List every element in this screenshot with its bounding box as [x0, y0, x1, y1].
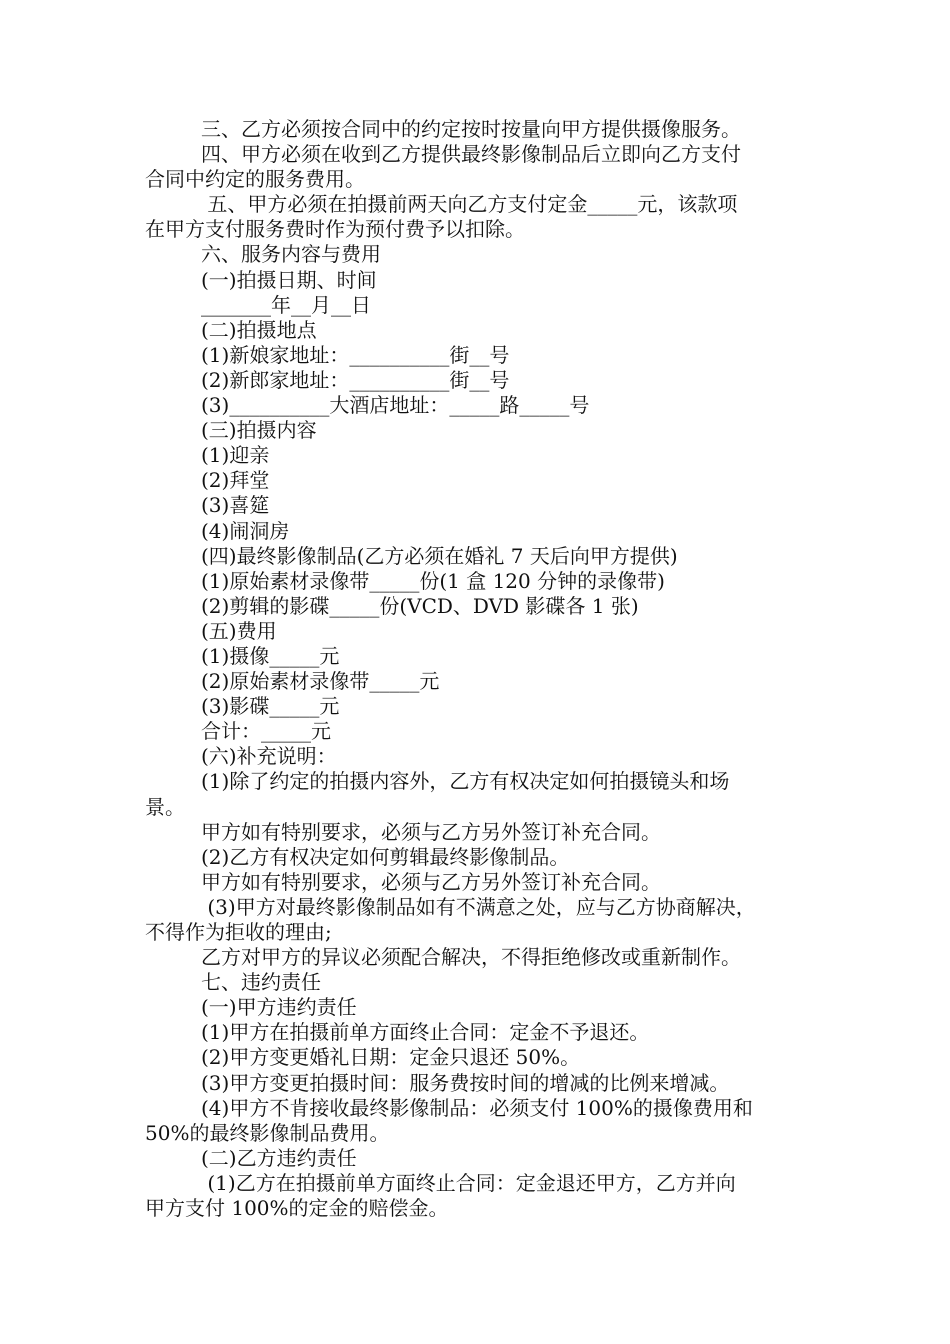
subsection-fees: (五)费用: [201, 618, 277, 643]
clause-5-line-2: 在甲方支付服务费时作为预付费予以扣除。: [145, 217, 525, 242]
fee-item-3: (3)影碟_____元: [201, 694, 340, 719]
note-1-extra: 甲方如有特别要求，必须与乙方另外签订补充合同。: [201, 819, 661, 844]
subsection-notes: (六)补充说明：: [201, 744, 337, 769]
groom-address-line: (2)新郎家地址：__________街__号: [201, 367, 510, 392]
clause-5-line-1: 五、甲方必须在拍摄前两天向乙方支付定金_____元，该款项: [201, 192, 738, 217]
product-item-2: (2)剪辑的影碟_____份(VCD、DVD 影碟各 1 张): [201, 593, 639, 618]
note-2-extra: 甲方如有特别要求，必须与乙方另外签订补充合同。: [201, 869, 661, 894]
note-3-line-1: (3)甲方对最终影像制品如有不满意之处，应与乙方协商解决，: [201, 894, 756, 919]
note-1-line-1: (1)除了约定的拍摄内容外，乙方有权决定如何拍摄镜头和场: [201, 769, 730, 794]
content-item-4: (4)闹洞房: [201, 518, 290, 543]
contract-body: [145, 117, 815, 1221]
hotel-address-line: (3)__________大酒店地址：_____路_____号: [201, 393, 590, 418]
clause-4-line-2: 合同中约定的服务费用。: [145, 167, 365, 192]
fee-total: 合计：_____元: [201, 719, 331, 744]
subsection-party-b-breach: (二)乙方违约责任: [201, 1145, 357, 1170]
fee-item-1: (1)摄像_____元: [201, 643, 340, 668]
content-item-1: (1)迎亲: [201, 443, 270, 468]
section-7-heading: 七、违约责任: [201, 970, 321, 995]
breach-a-item-4-line-1: (4)甲方不肯接收最终影像制品：必须支付 100%的摄像费用和: [201, 1095, 753, 1120]
breach-a-item-4-line-2: 50%的最终影像制品费用。: [145, 1120, 390, 1145]
subsection-shoot-date: (一)拍摄日期、时间: [201, 267, 377, 292]
breach-a-item-1: (1)甲方在拍摄前单方面终止合同：定金不予退还。: [201, 1020, 650, 1045]
clause-4-line-1: 四、甲方必须在收到乙方提供最终影像制品后立即向乙方支付: [201, 142, 741, 167]
product-item-1: (1)原始素材录像带_____份(1 盒 120 分钟的录像带): [201, 568, 665, 593]
breach-a-item-3: (3)甲方变更拍摄时间：服务费按时间的增减的比例来增减。: [201, 1070, 730, 1095]
content-item-2: (2)拜堂: [201, 468, 270, 493]
note-3-line-2: 不得作为拒收的理由;: [145, 920, 332, 944]
date-blank-line: _______年__月__日: [201, 292, 371, 317]
clause-3: 三、乙方必须按合同中的约定按时按量向甲方提供摄像服务。: [201, 117, 741, 141]
subsection-content: (三)拍摄内容: [201, 418, 317, 443]
section-6-heading: 六、服务内容与费用: [201, 242, 381, 267]
breach-a-item-2: (2)甲方变更婚礼日期：定金只退还 50%。: [201, 1045, 581, 1070]
subsection-party-a-breach: (一)甲方违约责任: [201, 995, 357, 1020]
content-item-3: (3)喜筵: [201, 493, 270, 518]
breach-b-item-1-line-1: (1)乙方在拍摄前单方面终止合同：定金退还甲方，乙方并向: [201, 1170, 736, 1195]
bride-address-line: (1)新娘家地址：__________街__号: [201, 342, 510, 367]
fee-item-2: (2)原始素材录像带_____元: [201, 669, 440, 694]
note-2: (2)乙方有权决定如何剪辑最终影像制品。: [201, 844, 570, 869]
breach-b-item-1-line-2: 甲方支付 100%的定金的赔偿金。: [145, 1196, 449, 1221]
subsection-final-products: (四)最终影像制品(乙方必须在婚礼 7 天后向甲方提供): [201, 543, 678, 568]
note-3-extra: 乙方对甲方的异议必须配合解决，不得拒绝修改或重新制作。: [201, 945, 741, 970]
note-1-line-2: 景。: [145, 794, 185, 819]
subsection-location: (二)拍摄地点: [201, 317, 317, 342]
